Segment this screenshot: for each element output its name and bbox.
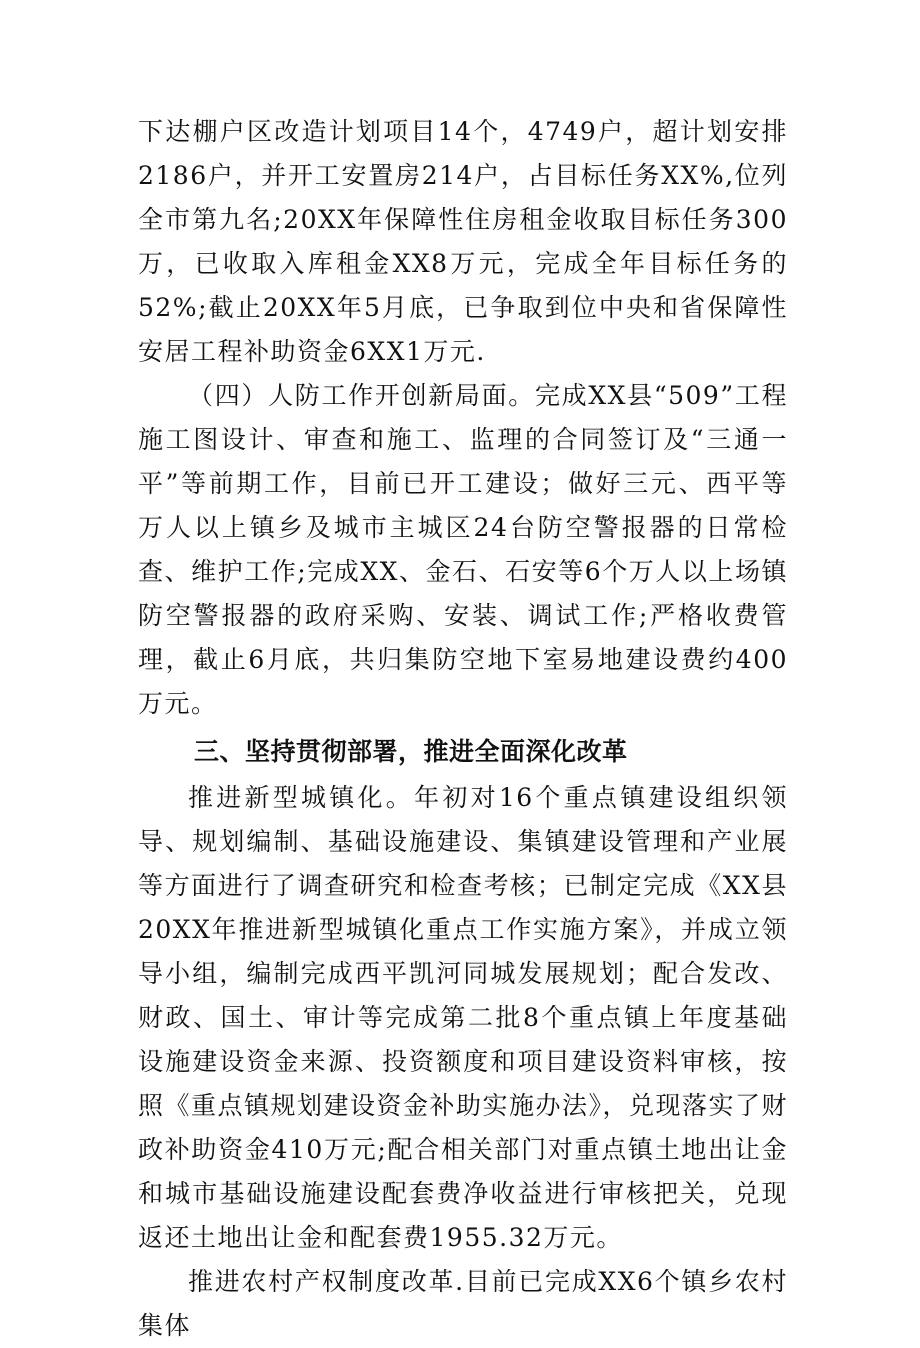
section-heading-reform: 三、坚持贯彻部署，推进全面深化改革 <box>194 737 628 766</box>
paragraph-rural-property-reform: 推进农村产权制度改革.目前已完成XX6个镇乡农村集体 <box>138 1267 788 1340</box>
document-page <box>138 110 788 1348</box>
paragraph-civil-air-defense: （四）人防工作开创新局面。完成XX县“509”工程施工图设计、审查和施工、监理的合同签订及“三通一平”等前期工作，目前已开工建设；做好三元、西平等万人以上镇乡及城市主城区24台防空警报器的日常检查、维护工作;完成XX、金石、石安等6个万人以上场镇防空警报器的政府采购、安装、调试工作;严格收费管理，截止6月底，共归集防空地下室易地建设费约400万元。 <box>138 381 788 718</box>
paragraph-housing-progress: 下达棚户区改造计划项目14个，4749户，超计划安排2186户，并开工安置房214户，占目标任务XX%,位列全市第九名;20XX年保障性住房租金收取目标任务300万，已收取入库租金XX8万元，完成全年目标任务的52%;截止20XX年5月底，已争取到位中央和省保障性安居工程补助资金6XX1万元. <box>138 117 788 366</box>
paragraph-new-urbanization: 推进新型城镇化。年初对16个重点镇建设组织领导、规划编制、基础设施建设、集镇建设管理和产业展等方面进行了调查研究和检查考核；已制定完成《XX县20XX年推进新型城镇化重点工作实施方案》，并成立领导小组，编制完成西平凯河同城发展规划；配合发改、财政、国土、审计等完成第二批8个重点镇上年度基础设施建设资金来源、投资额度和项目建设资料审核，按照《重点镇规划建设资金补助实施办法》，兑现落实了财政补助资金410万元;配合相关部门对重点镇土地出让金和城市基础设施建设配套费净收益进行审核把关，兑现返还土地出让金和配套费1955.32万元。 <box>138 783 789 1252</box>
